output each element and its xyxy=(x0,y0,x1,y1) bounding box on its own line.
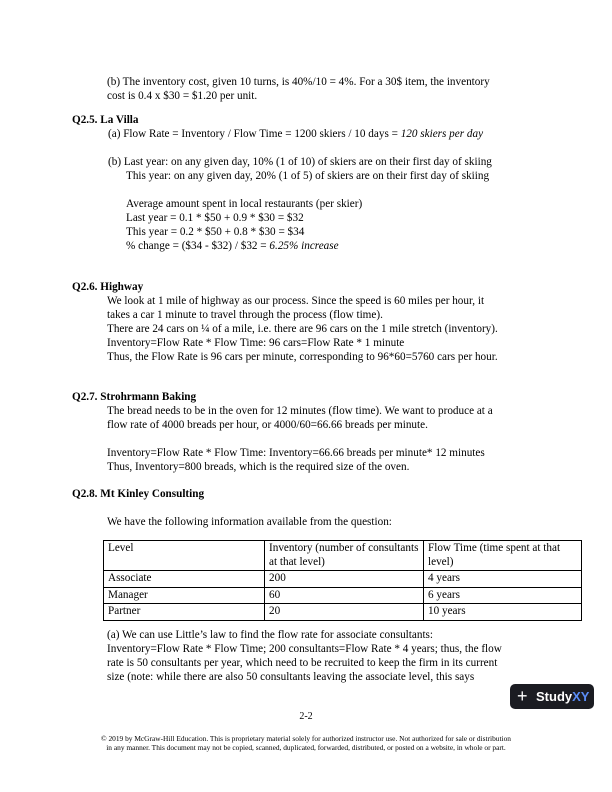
q25-a xyxy=(108,127,483,142)
q25-a-text: (a) Flow Rate = Inventory / Flow Time = 1200 skiers / 10 days = xyxy=(108,128,401,140)
studyxy-badge[interactable] xyxy=(510,684,594,709)
q26-line: We look at 1 mile of highway as our process. Since the speed is 60 miles per hour, it xyxy=(107,295,485,307)
table-header-cell: Flow Time (time spent at that level) xyxy=(424,541,582,571)
q25-b-line-2: This year: on any given day, 20% (1 of 5) of skiers are on their first day of skiing xyxy=(126,170,490,182)
q28-line: size (note: while there are also 50 consultants leaving the associate level, this says xyxy=(107,671,475,683)
table-row xyxy=(104,571,582,588)
q27-heading: Q2.7. Strohrmann Baking xyxy=(72,391,197,403)
page-number: 2-2 xyxy=(299,711,313,722)
plus-icon: + xyxy=(517,686,528,706)
table-header-row xyxy=(104,541,582,571)
table-cell: 10 years xyxy=(424,604,582,621)
q24-b-line-2: cost is 0.4 x $30 = $1.20 per unit. xyxy=(107,90,258,102)
q26-line: takes a car 1 minute to travel through the process (flow time). xyxy=(107,309,383,321)
q25-change-text: % change = ($34 - $32) / $32 = xyxy=(126,240,270,252)
q26-line: There are 24 cars on ¼ of a mile, i.e. there are 96 cars on the 1 mile stretch (inventory). xyxy=(107,323,498,335)
consultant-levels-table xyxy=(103,540,582,621)
table-cell: 60 xyxy=(265,587,424,604)
table-cell: Manager xyxy=(104,587,265,604)
q25-this-year: This year = 0.2 * $50 + 0.8 * $30 = $34 xyxy=(126,226,305,238)
q25-last-year: Last year = 0.1 * $50 + 0.9 * $30 = $32 xyxy=(126,212,304,224)
badge-text-study: Study xyxy=(536,689,573,704)
table-header-cell: Level xyxy=(104,541,265,571)
q25-avg-title: Average amount spent in local restaurants (per skier) xyxy=(126,198,363,210)
table-row xyxy=(104,587,582,604)
q27-line: Thus, Inventory=800 breads, which is the required size of the oven. xyxy=(107,461,410,473)
q28-intro: We have the following information available from the question: xyxy=(107,516,392,528)
table-cell: Associate xyxy=(104,571,265,588)
table-cell: Partner xyxy=(104,604,265,621)
q25-change xyxy=(126,239,339,254)
table-row xyxy=(104,604,582,621)
badge-text-xy: XY xyxy=(572,689,590,704)
table-cell: 4 years xyxy=(424,571,582,588)
copyright-footer: © 2019 by McGraw-Hill Education. This is proprietary material solely for authorized instructor use. Not authorized for sale or distribution in any manner. This document may not be copied, scanned, duplicated, forwarded, distributed, or posted on a website, in whole or part. xyxy=(100,734,511,753)
q25-b-line-1: (b) Last year: on any given day, 10% (1 of 10) of skiers are on their first day of skiing xyxy=(108,156,492,168)
badge-label xyxy=(536,684,589,709)
q28-line: rate is 50 consultants per year, which need to be recruited to keep the firm in its current xyxy=(107,657,498,669)
q28-line: Inventory=Flow Rate * Flow Time; 200 consultants=Flow Rate * 4 years; thus, the flow xyxy=(107,643,502,655)
table-cell: 6 years xyxy=(424,587,582,604)
q27-line: flow rate of 4000 breads per hour, or 4000/60=66.66 breads per minute. xyxy=(107,419,428,431)
q28-heading: Q2.8. Mt Kinley Consulting xyxy=(72,488,205,500)
q26-line: Inventory=Flow Rate * Flow Time: 96 cars=Flow Rate * 1 minute xyxy=(107,337,405,349)
q27-line: Inventory=Flow Rate * Flow Time: Inventory=66.66 breads per minute* 12 minutes xyxy=(107,447,485,459)
table-cell: 20 xyxy=(265,604,424,621)
q27-line: The bread needs to be in the oven for 12 minutes (flow time). We want to produce at a xyxy=(107,405,493,417)
q25-a-answer: 120 skiers per day xyxy=(400,128,484,140)
q25-change-answer: 6.25% increase xyxy=(269,240,339,252)
q28-line: (a) We can use Little’s law to find the flow rate for associate consultants: xyxy=(107,629,434,641)
q24-b-line-1: (b) The inventory cost, given 10 turns, is 40%/10 = 4%. For a 30$ item, the inventory xyxy=(107,76,490,88)
q26-line: Thus, the Flow Rate is 96 cars per minute, corresponding to 96*60=5760 cars per hour. xyxy=(107,351,498,363)
table-header-cell: Inventory (number of consultants at that level) xyxy=(265,541,424,571)
table-cell: 200 xyxy=(265,571,424,588)
q25-heading: Q2.5. La Villa xyxy=(72,114,139,126)
q26-heading: Q2.6. Highway xyxy=(72,281,144,293)
